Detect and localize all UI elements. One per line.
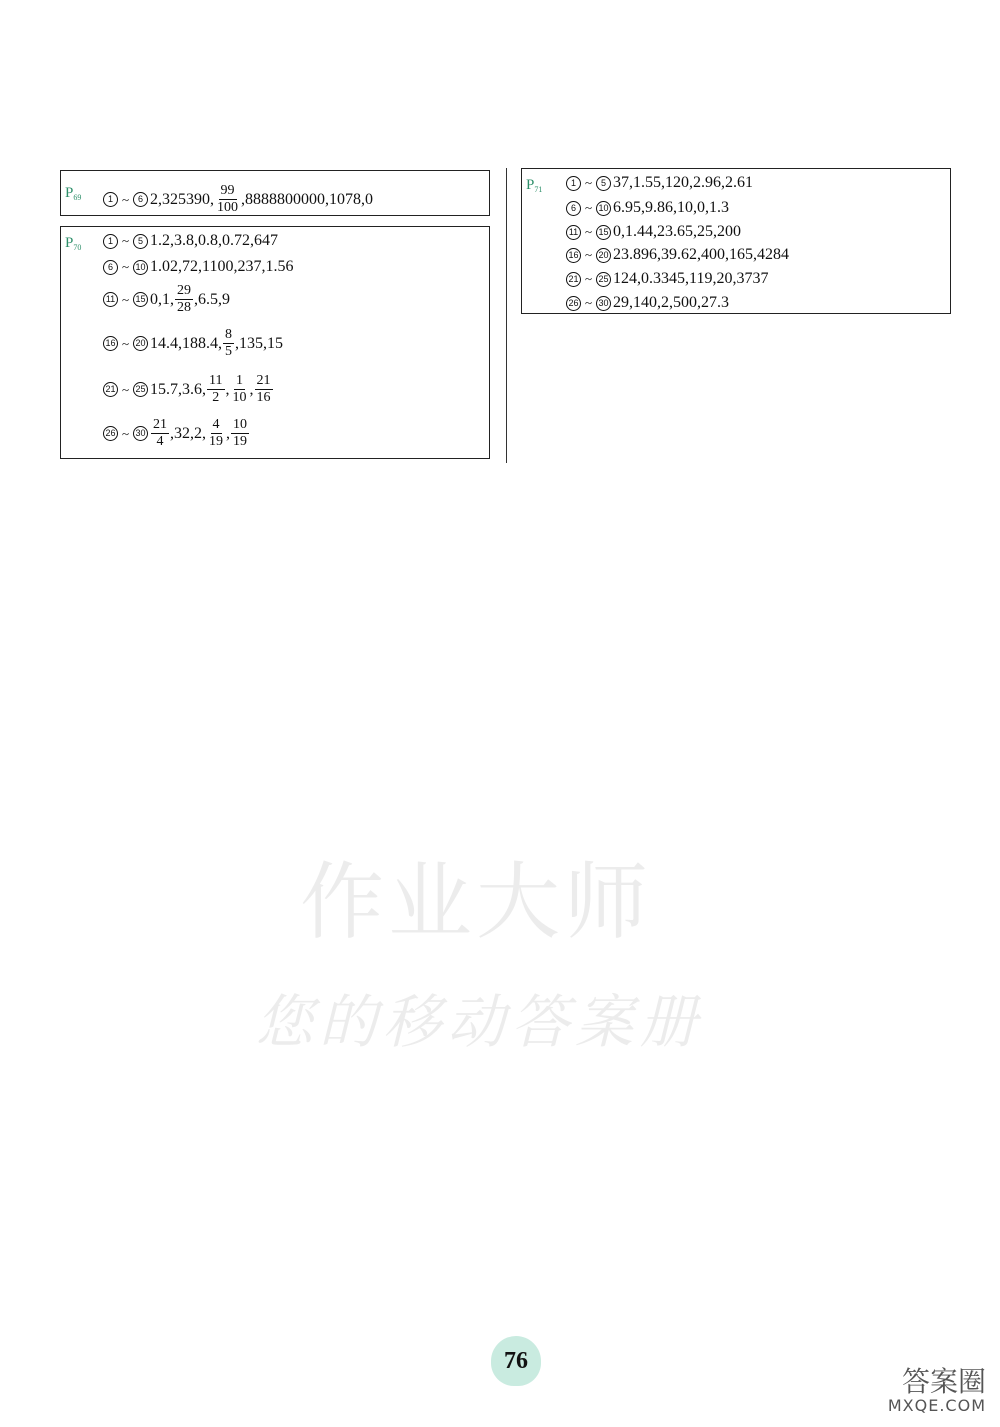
corner-logo-url: MXQE.COM xyxy=(887,1396,986,1416)
answer-line: 21 ~ 25 15.7,3.6, $\frac{11}{2}$ , $\frac{1}{10}$ , $\frac{21}{16}$ xyxy=(103,373,274,406)
answer-line: 26 ~ 30 29,140,2,500,27.3 xyxy=(566,293,729,313)
answer-line: 1 ~ 6 2,325390, $\frac{99}{100}$ ,8888800000,1078,0 xyxy=(103,183,373,216)
circled-number: 16 xyxy=(566,248,581,263)
answer-line: 6 ~ 10 6.95,9.86,10,0,1.3 xyxy=(566,198,729,218)
circled-number: 26 xyxy=(103,426,118,441)
page-label-p69: $P_{69}$ xyxy=(65,185,82,202)
corner-logo xyxy=(887,1364,986,1416)
circled-number: 15 xyxy=(596,225,611,240)
circled-number: 1 xyxy=(103,192,118,207)
answer-line: 6 ~ 10 1.02,72,1100,237,1.56 xyxy=(103,257,293,277)
answer-line: 1 ~ 5 1.2,3.8,0.8,0.72,647 xyxy=(103,231,278,251)
answer-line: 16 ~ 20 14.4,188.4, $\frac{8}{5}$ ,135,15 xyxy=(103,327,283,360)
circled-number: 30 xyxy=(596,296,611,311)
answer-box-p70 xyxy=(60,226,490,459)
answer-line: 11 ~ 15 0,1, $\frac{29}{28}$ ,6.5,9 xyxy=(103,283,230,316)
circled-number: 16 xyxy=(103,336,118,351)
page-label-p70: $P_{70}$ xyxy=(65,235,82,252)
fraction: $\frac{8}{5}$ xyxy=(225,327,233,359)
circled-number: 20 xyxy=(596,248,611,263)
answer-box-p69 xyxy=(60,170,490,216)
circled-number: 11 xyxy=(566,225,581,240)
fraction: $\frac{99}{100}$ xyxy=(217,183,239,215)
circled-number: 25 xyxy=(133,382,148,397)
fraction: $\frac{21}{4}$ xyxy=(153,417,168,449)
fraction: $\frac{4}{19}$ xyxy=(209,417,224,449)
answer-line: 26 ~ 30 $\frac{21}{4}$ ,32,2, $\frac{4}{19}$ , $\frac{10}{19}$ xyxy=(103,417,250,450)
circled-number: 20 xyxy=(133,336,148,351)
circled-number: 6 xyxy=(133,192,148,207)
circled-number: 15 xyxy=(133,292,148,307)
page-label-p71: $P_{71}$ xyxy=(526,177,543,194)
circled-number: 21 xyxy=(103,382,118,397)
watermark-title: 作业大师 xyxy=(300,853,653,951)
answer-box-p71 xyxy=(521,168,951,314)
circled-number: 1 xyxy=(103,234,118,249)
column-divider xyxy=(506,168,507,463)
fraction: $\frac{11}{2}$ xyxy=(209,373,223,405)
circled-number: 6 xyxy=(566,201,581,216)
circled-number: 30 xyxy=(133,426,148,441)
page-number: 76 xyxy=(491,1336,541,1386)
answer-line: 21 ~ 25 124,0.3345,119,20,3737 xyxy=(566,269,768,289)
answer-line: 1 ~ 5 37,1.55,120,2.96,2.61 xyxy=(566,173,753,193)
circled-number: 5 xyxy=(596,176,611,191)
circled-number: 6 xyxy=(103,260,118,275)
circled-number: 5 xyxy=(133,234,148,249)
watermark-subtitle: 您的移动答案册 xyxy=(255,988,704,1056)
circled-number: 10 xyxy=(133,260,148,275)
corner-logo-text: 答案圈 xyxy=(901,1364,986,1398)
fraction: $\frac{1}{10}$ xyxy=(232,373,247,405)
circled-number: 25 xyxy=(596,272,611,287)
answer-line: 16 ~ 20 23.896,39.62,400,165,4284 xyxy=(566,245,789,265)
answer-line: 11 ~ 15 0,1.44,23.65,25,200 xyxy=(566,222,741,242)
fraction: $\frac{10}{19}$ xyxy=(233,417,248,449)
fraction: $\frac{21}{16}$ xyxy=(256,373,271,405)
circled-number: 1 xyxy=(566,176,581,191)
circled-number: 11 xyxy=(103,292,118,307)
fraction: $\frac{29}{28}$ xyxy=(177,283,192,315)
circled-number: 21 xyxy=(566,272,581,287)
circled-number: 10 xyxy=(596,201,611,216)
circled-number: 26 xyxy=(566,296,581,311)
